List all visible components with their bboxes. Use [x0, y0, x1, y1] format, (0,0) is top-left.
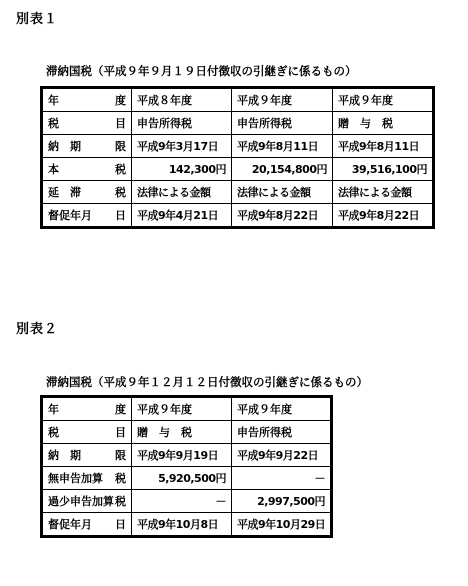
- row-label: 督促年月 日: [42, 204, 132, 228]
- table-cell: 2,997,500円: [232, 490, 332, 513]
- table-row: [42, 444, 332, 467]
- table-row: [42, 513, 332, 537]
- table-cell: 平成9年8月22日: [232, 204, 333, 228]
- header-label-cell: 年 度: [42, 397, 132, 421]
- row-label: 納 期 限: [42, 135, 132, 158]
- table-row: [42, 112, 434, 135]
- row-label: 督促年月 日: [42, 513, 132, 537]
- table-cell: 平成9年8月11日: [232, 135, 333, 158]
- table-cell: 平成9年9月22日: [232, 444, 332, 467]
- table-cell: 平成9年8月22日: [333, 204, 434, 228]
- row-label: 本 税: [42, 158, 132, 181]
- table-cell: 贈 与 税: [333, 112, 434, 135]
- table-cell: －: [132, 490, 232, 513]
- table-row: [42, 204, 434, 228]
- table-cell: 法律による金額: [333, 181, 434, 204]
- table-cell: 142,300円: [132, 158, 232, 181]
- table-cell: 贈 与 税: [132, 421, 232, 444]
- annex-1-label: 別表１: [16, 12, 59, 27]
- row-label: 延 滞 税: [42, 181, 132, 204]
- annex-1-caption: 滞納国税（平成９年９月１９日付徴収の引継ぎに係るもの）: [46, 64, 357, 78]
- table-cell: 法律による金額: [132, 181, 232, 204]
- row-label: 納 期 限: [42, 444, 132, 467]
- table-cell: 平成9年9月19日: [132, 444, 232, 467]
- row-label: 税 目: [42, 421, 132, 444]
- column-header: 平成８年度: [132, 88, 232, 112]
- table-cell: 39,516,100円: [333, 158, 434, 181]
- table-cell: 20,154,800円: [232, 158, 333, 181]
- annex-2-caption: 滞納国税（平成９年１２月１２日付徴収の引継ぎに係るもの）: [46, 375, 368, 389]
- table-cell: 平成9年10月29日: [232, 513, 332, 537]
- table-row: [42, 158, 434, 181]
- row-label: 過少申告加算 税: [42, 490, 132, 513]
- row-label: 税 目: [42, 112, 132, 135]
- column-header: 平成９年度: [333, 88, 434, 112]
- row-label: 無申告加算 税: [42, 467, 132, 490]
- table-cell: 申告所得税: [232, 421, 332, 444]
- header-label-cell: 年 度: [42, 88, 132, 112]
- table-row: [42, 181, 434, 204]
- table-cell: 申告所得税: [132, 112, 232, 135]
- table-cell: －: [232, 467, 332, 490]
- table-cell: 平成9年8月11日: [333, 135, 434, 158]
- table-row: [42, 490, 332, 513]
- table-row: [42, 88, 434, 112]
- table-cell: 平成9年10月8日: [132, 513, 232, 537]
- column-header: 平成９年度: [232, 397, 332, 421]
- annex-2-label: 別表２: [16, 322, 59, 337]
- table-cell: 平成9年3月17日: [132, 135, 232, 158]
- table-cell: 法律による金額: [232, 181, 333, 204]
- table-row: [42, 421, 332, 444]
- table-cell: 平成9年4月21日: [132, 204, 232, 228]
- annex-2-table: [40, 395, 333, 538]
- table-cell: 5,920,500円: [132, 467, 232, 490]
- annex-1-table: [40, 86, 435, 229]
- column-header: 平成９年度: [232, 88, 333, 112]
- table-cell: 申告所得税: [232, 112, 333, 135]
- table-row: [42, 135, 434, 158]
- table-row: [42, 397, 332, 421]
- table-row: [42, 467, 332, 490]
- column-header: 平成９年度: [132, 397, 232, 421]
